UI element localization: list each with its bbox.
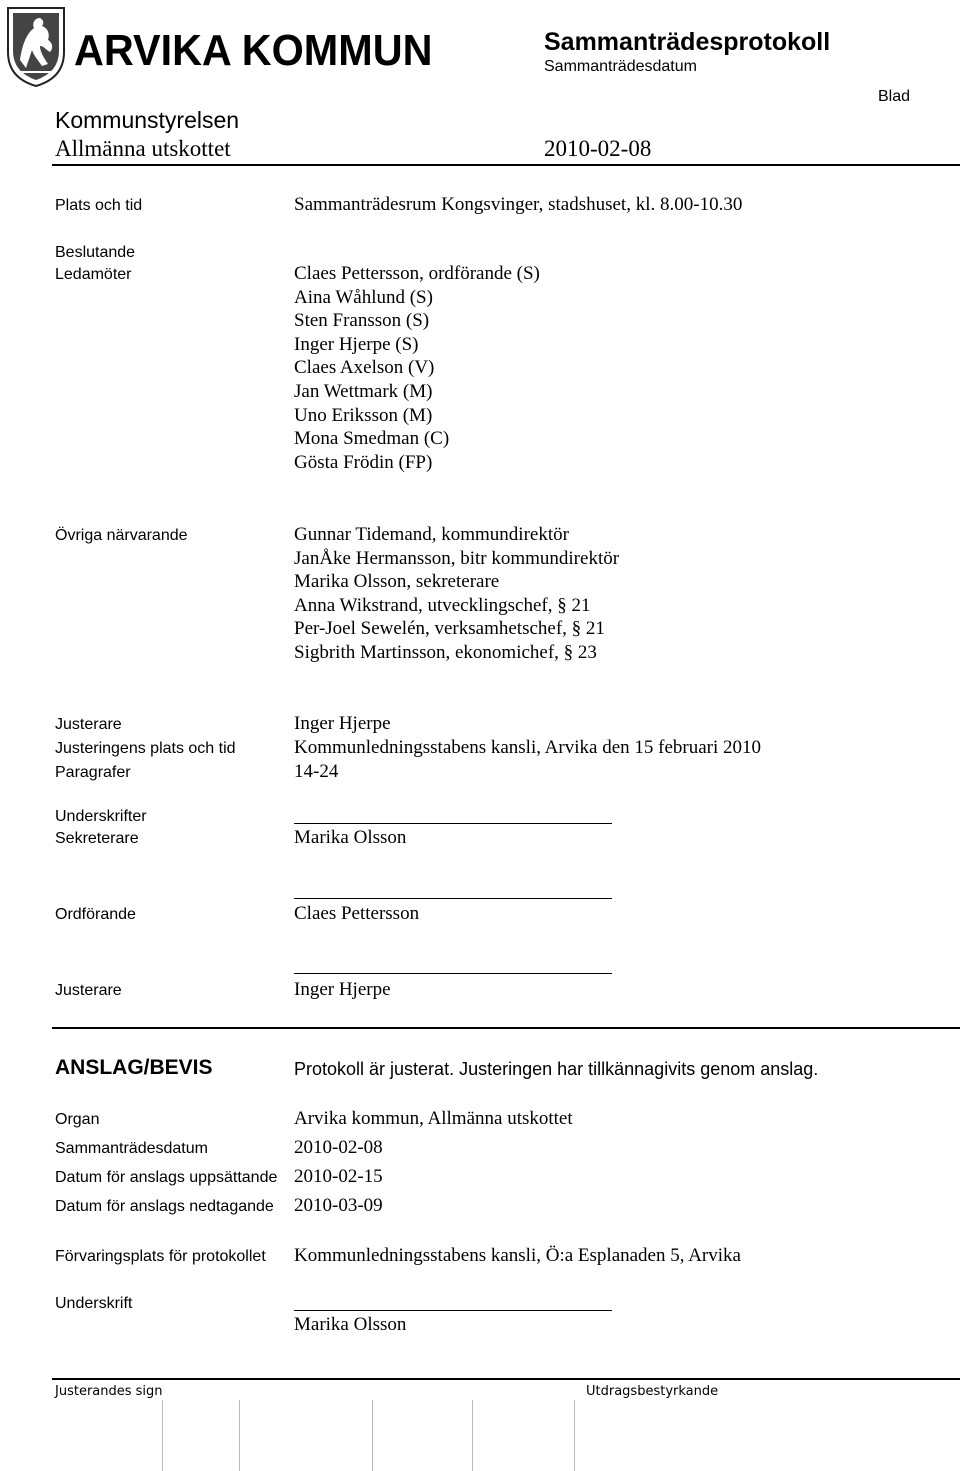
other-attendee-item: Gunnar Tidemand, kommundirektör: [294, 524, 569, 545]
footer-divider: [52, 1378, 960, 1380]
member-item: Claes Axelson (V): [294, 357, 435, 379]
member-item: Aina Wåhlund (S): [294, 286, 433, 308]
adjuster-signature-name: Inger Hjerpe: [294, 979, 391, 1000]
member-item: Claes Pettersson, ordförande (S): [294, 263, 540, 284]
blad-label: Blad: [878, 88, 911, 105]
signature-label: Underskrift: [55, 1295, 133, 1312]
sign-box-divider: [162, 1400, 163, 1471]
adjuster-signature-label: Justerare: [55, 982, 122, 999]
subcommittee-name: Allmänna utskottet: [55, 136, 231, 161]
member-item: Gösta Frödin (FP): [294, 451, 433, 473]
storage-value: Kommunledningsstabens kansli, Ö:a Esplanaden 5, Arvika: [294, 1245, 741, 1266]
place-value: Sammanträdesrum Kongsvinger, stadshuset, kl. 8.00-10.30: [294, 194, 743, 215]
removed-date-label: Datum för anslags nedtagande: [55, 1198, 274, 1215]
storage-label: Förvaringsplats för protokollet: [55, 1248, 266, 1265]
other-attendee-item: Anna Wikstrand, utvecklingschef, § 21: [294, 594, 591, 616]
decision-label: Beslutande: [55, 244, 136, 261]
paragraphs-label: Paragrafer: [55, 764, 131, 781]
header-divider: [52, 164, 960, 166]
posted-date-label: Datum för anslags uppsättande: [55, 1169, 278, 1186]
adjuster-value: Inger Hjerpe: [294, 713, 391, 734]
secretary-label: Sekreterare: [55, 830, 139, 847]
adjuster-label: Justerare: [55, 716, 122, 733]
secretary-signature-line: [294, 823, 612, 824]
chair-signature-line: [294, 898, 612, 899]
member-item: Mona Smedman (C): [294, 428, 450, 450]
member-item: Inger Hjerpe (S): [294, 333, 419, 355]
municipality-name: ARVIKA KOMMUN: [74, 26, 433, 75]
other-attendee-item: Sigbrith Martinsson, ekonomichef, § 23: [294, 641, 597, 663]
document-title: Sammanträdesprotokoll: [544, 28, 831, 56]
notice-heading: ANSLAG/BEVIS: [55, 1056, 213, 1079]
sign-box-divider: [472, 1400, 473, 1471]
committee-name: Kommunstyrelsen: [55, 107, 240, 133]
others-list: [294, 523, 619, 665]
sign-box-divider: [574, 1400, 575, 1471]
meeting-date-value: 2010-02-08: [294, 1137, 383, 1158]
secretary-name: Marika Olsson: [294, 827, 407, 848]
notice-signature-line: [294, 1310, 612, 1311]
other-attendee-item: JanÅke Hermansson, bitr kommundirektör: [294, 547, 620, 569]
extract-certification-label: Utdragsbestyrkande: [586, 1384, 719, 1399]
document-subtitle: Sammanträdesdatum: [544, 58, 697, 75]
sign-box-divider: [372, 1400, 373, 1471]
other-attendee-item: Marika Olsson, sekreterare: [294, 571, 500, 593]
removed-date-value: 2010-03-09: [294, 1195, 383, 1216]
notice-statement: Protokoll är justerat. Justeringen har tillkännagivits genom anslag.: [294, 1059, 819, 1079]
adjust-place-value: Kommunledningsstabens kansli, Arvika den 15 februari 2010: [294, 737, 762, 758]
meeting-date-label: Sammanträdesdatum: [55, 1140, 208, 1157]
organ-value: Arvika kommun, Allmänna utskottet: [294, 1108, 573, 1129]
notice-signature-name: Marika Olsson: [294, 1314, 407, 1335]
member-item: Jan Wettmark (M): [294, 380, 433, 402]
others-label: Övriga närvarande: [55, 527, 188, 544]
member-item: Sten Fransson (S): [294, 310, 430, 332]
other-attendee-item: Per-Joel Sewelén, verksamhetschef, § 21: [294, 618, 605, 640]
chair-label: Ordförande: [55, 906, 136, 923]
chair-name: Claes Pettersson: [294, 903, 420, 924]
posted-date-value: 2010-02-15: [294, 1166, 383, 1187]
adjuster-signature-line: [294, 973, 612, 974]
adjusters-sign-label: Justerandes sign: [55, 1384, 163, 1399]
adjust-place-label: Justeringens plats och tid: [55, 740, 236, 757]
header-date: 2010-02-08: [544, 136, 652, 161]
signatures-label: Underskrifter: [55, 808, 147, 825]
sign-box-divider: [239, 1400, 240, 1471]
coat-of-arms-logo: [4, 2, 68, 88]
members-label: Ledamöter: [55, 266, 132, 283]
paragraphs-value: 14-24: [294, 761, 339, 782]
member-item: Uno Eriksson (M): [294, 404, 433, 426]
place-label: Plats och tid: [55, 197, 143, 214]
organ-label: Organ: [55, 1111, 100, 1128]
notice-divider: [52, 1027, 960, 1029]
members-list: [294, 262, 540, 474]
